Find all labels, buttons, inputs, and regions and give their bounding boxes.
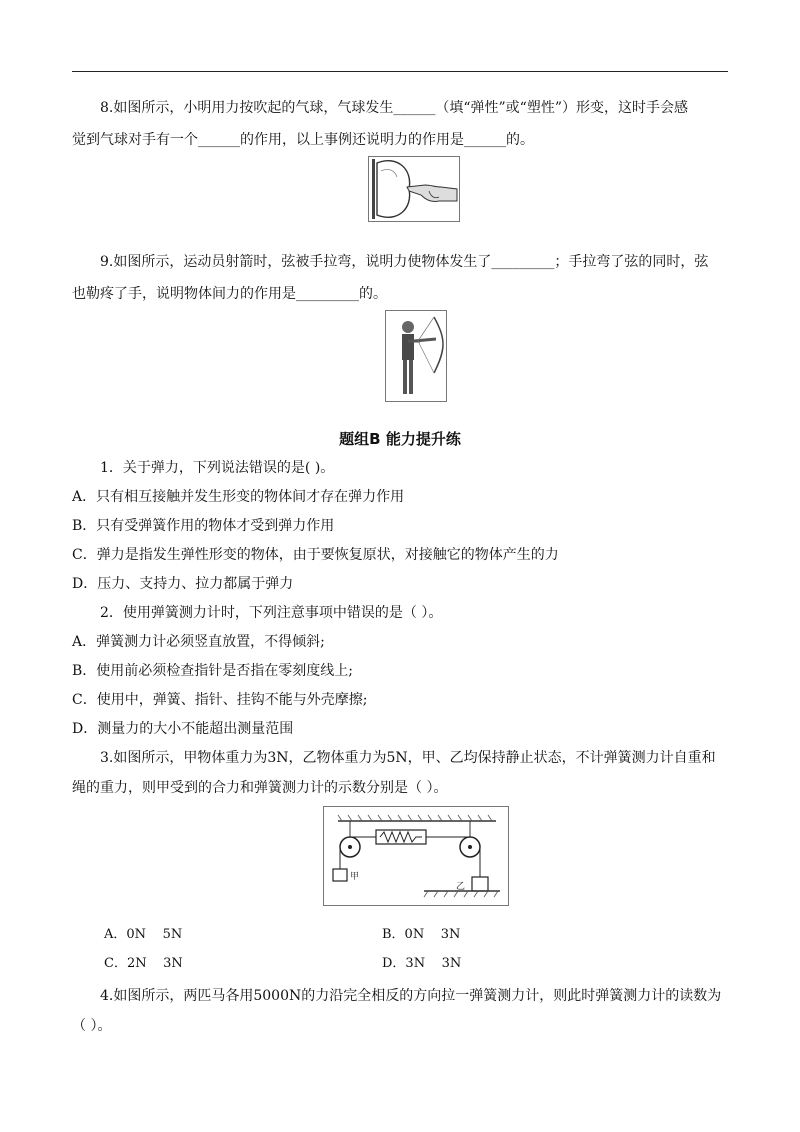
pulley-spring-scale-illustration [324,807,508,905]
b3-option-a: A．0N 5N [104,927,183,942]
balloon-hand-illustration [369,157,459,221]
q9-line2: 也勒疼了手，说明物体间力的作用是_________的。 [72,286,387,302]
b1-option-a: A．只有相互接触并发生形变的物体间才存在弹力作用 [72,489,405,505]
b1-option-d: D．压力、支持力、拉力都属于弹力 [72,576,294,592]
fig-label-jia: 甲 [350,872,360,882]
archer-figure [385,310,447,402]
b2-option-a: A．弹簧测力计必须竖直放置，不得倾斜; [72,634,325,650]
b3-option-d: D．3N 3N [382,956,462,971]
b3-line2: 绳的重力，则甲受到的合力和弹簧测力计的示数分别是（ ）。 [72,780,448,796]
b4-line2: （ ）。 [72,1018,112,1034]
b1-option-c: C．弹力是指发生弹性形变的物体，由于要恢复原状，对接触它的物体产生的力 [72,547,559,563]
header-rule [72,71,728,72]
archer-illustration [386,311,446,401]
balloon-figure [368,156,460,222]
pulley-figure [323,806,509,906]
q8-line2: 觉到气球对手有一个______的作用，以上事例还说明力的作用是______的。 [72,132,534,148]
b1-question: 1．关于弹力，下列说法错误的是( )。 [100,460,335,476]
b4-line1: 4.如图所示，两匹马各用5000N的力沿完全相反的方向拉一弹簧测力计，则此时弹簧测力计的读数为 [100,988,722,1004]
b2-question: 2．使用弹簧测力计时，下列注意事项中错误的是（ ）。 [100,605,443,621]
b2-option-b: B．使用前必须检查指针是否指在零刻度线上; [72,663,354,679]
b3-option-c: C．2N 3N [104,956,183,971]
b2-option-c: C．使用中，弹簧、指针、挂钩不能与外壳摩擦; [72,692,368,708]
b3-line1: 3.如图所示，甲物体重力为3N，乙物体重力为5N，甲、乙均保持静止状态，不计弹簧测力计自重和 [100,750,716,766]
fig-label-yi: 乙 [456,882,466,892]
q8-line1: 8.如图所示，小明用力按吹起的气球，气球发生______（填“弹性”或“塑性”）形变，这时手会感 [100,100,688,116]
q9-line1: 9.如图所示，运动员射箭时，弦被手拉弯，说明力使物体发生了_________；手拉弯了弦的同时，弦 [100,254,709,270]
section-title: 题组B 能力提升练 [339,430,461,448]
b3-option-b: B．0N 3N [382,927,461,942]
b1-option-b: B．只有受弹簧作用的物体才受到弹力作用 [72,518,335,534]
b2-option-d: D．测量力的大小不能超出测量范围 [72,721,294,737]
